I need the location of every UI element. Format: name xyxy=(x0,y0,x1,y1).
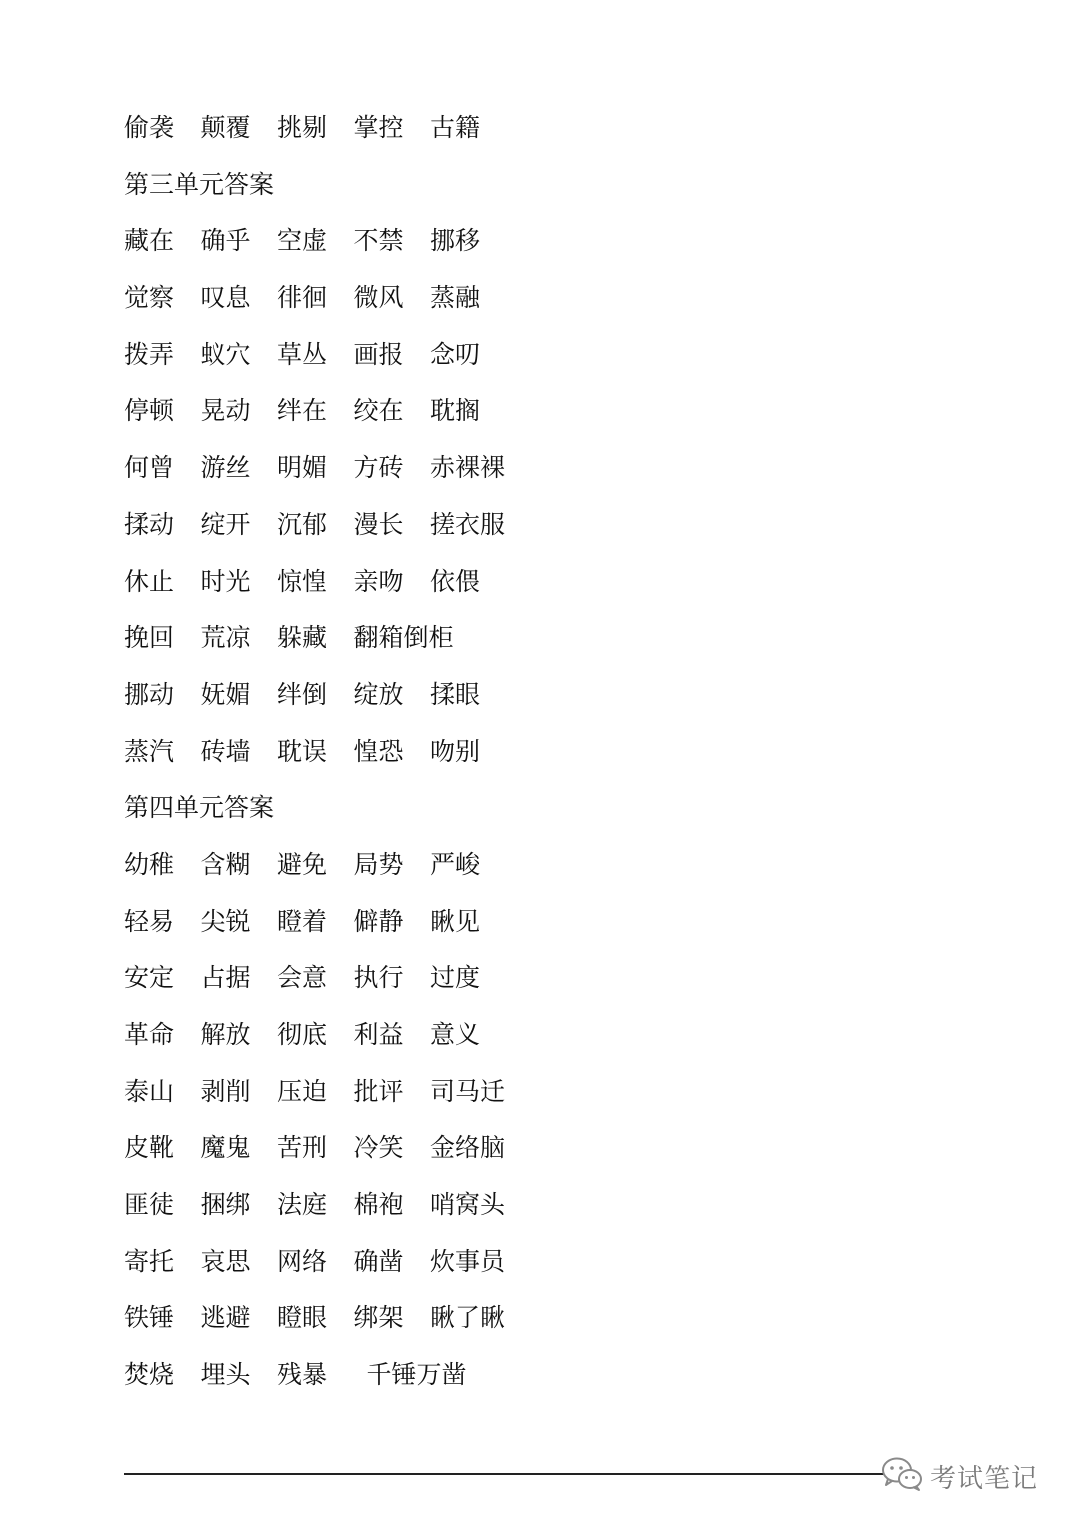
vocab-word: 漫长 xyxy=(353,509,404,539)
word-row xyxy=(124,1347,944,1404)
vocab-word: 砖墙 xyxy=(200,736,251,766)
vocab-word: 耽误 xyxy=(277,736,328,766)
vocab-word: 躲藏 xyxy=(277,623,328,653)
vocab-word: 哨窝头 xyxy=(430,1190,506,1220)
vocab-word: 搓衣服 xyxy=(430,509,506,539)
vocab-word: 解放 xyxy=(200,1020,251,1049)
vocab-word: 荒凉 xyxy=(200,623,251,653)
vocab-word: 批评 xyxy=(353,1076,404,1106)
vocab-word: 过度 xyxy=(430,963,481,993)
vocab-word: 妩媚 xyxy=(200,679,251,709)
vocab-word: 瞪着 xyxy=(277,906,328,936)
vocab-word: 微风 xyxy=(353,283,404,313)
vocab-word: 占据 xyxy=(200,963,251,993)
vocab-word: 轻易 xyxy=(124,906,175,936)
vocab-word: 何曾 xyxy=(124,453,175,483)
word-row xyxy=(124,440,944,497)
vocab-word: 局势 xyxy=(353,849,404,879)
vocab-word: 瞅见 xyxy=(430,906,481,936)
vocab-word: 休止 xyxy=(124,566,175,596)
vocab-word: 古籍 xyxy=(430,113,481,142)
vocab-word: 绽开 xyxy=(200,509,251,539)
section-heading-text: 第四单元答案 xyxy=(124,793,275,823)
vocab-word: 方砖 xyxy=(353,453,404,483)
vocab-word: 偷袭 xyxy=(124,113,175,142)
vocab-word: 严峻 xyxy=(430,849,481,879)
vocab-word: 停顿 xyxy=(124,396,175,426)
vocab-word: 捆绑 xyxy=(200,1190,251,1220)
vocab-word: 哀思 xyxy=(200,1246,251,1276)
vocab-word: 绽放 xyxy=(353,679,404,709)
vocab-word: 绑架 xyxy=(353,1303,404,1333)
vocab-word: 草丛 xyxy=(277,339,328,369)
vocab-word: 瞪眼 xyxy=(277,1303,328,1333)
vocab-word: 会意 xyxy=(277,963,328,993)
word-row xyxy=(124,270,944,327)
vocab-word: 泰山 xyxy=(124,1076,175,1106)
footer-divider xyxy=(124,1473,884,1475)
vocab-word: 惶恐 xyxy=(353,736,404,766)
vocab-word: 金络脑 xyxy=(430,1133,506,1163)
vocab-word: 拨弄 xyxy=(124,339,175,369)
vocab-word: 匪徒 xyxy=(124,1190,175,1220)
vocab-word: 千锤万凿 xyxy=(366,1360,467,1390)
vocab-word: 翻箱倒柜 xyxy=(353,623,454,653)
vocab-word: 绊在 xyxy=(277,396,328,426)
wechat-icon xyxy=(880,1456,924,1496)
vocab-word: 法庭 xyxy=(277,1190,328,1220)
vocab-word: 尖锐 xyxy=(200,906,251,936)
vocab-word: 挽回 xyxy=(124,623,175,653)
vocab-word: 瞅了瞅 xyxy=(430,1303,506,1333)
vocab-word: 蚁穴 xyxy=(200,339,251,369)
vocab-word: 吻别 xyxy=(430,736,481,766)
vocab-word: 揉眼 xyxy=(430,679,481,709)
answer-list xyxy=(124,100,944,1404)
vocab-word: 苦刑 xyxy=(277,1133,328,1163)
vocab-word: 绞在 xyxy=(353,396,404,426)
vocab-word: 画报 xyxy=(353,339,404,369)
word-row xyxy=(124,100,944,157)
vocab-word: 揉动 xyxy=(124,509,175,539)
vocab-word: 觉察 xyxy=(124,283,175,313)
vocab-word: 藏在 xyxy=(124,226,175,256)
vocab-word: 剥削 xyxy=(200,1076,251,1106)
word-row xyxy=(124,1234,944,1291)
watermark-brand xyxy=(880,1455,1038,1497)
section-heading-text: 第三单元答案 xyxy=(124,169,275,199)
vocab-word: 游丝 xyxy=(200,453,251,483)
word-row xyxy=(124,554,944,611)
vocab-word: 确乎 xyxy=(200,226,251,256)
vocab-word: 僻静 xyxy=(353,906,404,936)
vocab-word: 晃动 xyxy=(200,396,251,426)
vocab-word: 安定 xyxy=(124,963,175,993)
word-row xyxy=(124,894,944,951)
word-row xyxy=(124,497,944,554)
vocab-word: 埋头 xyxy=(200,1360,251,1390)
word-row xyxy=(124,837,944,894)
word-row xyxy=(124,1007,944,1064)
vocab-word: 挪移 xyxy=(430,226,481,256)
brand-name: 考试笔记 xyxy=(930,1463,1039,1494)
word-row xyxy=(124,383,944,440)
vocab-word: 残暴 xyxy=(277,1360,328,1390)
word-row xyxy=(124,1064,944,1121)
vocab-word: 意义 xyxy=(430,1020,481,1049)
vocab-word: 赤裸裸 xyxy=(430,453,506,483)
word-row xyxy=(124,610,944,667)
vocab-word: 冷笑 xyxy=(353,1133,404,1163)
vocab-word: 寄托 xyxy=(124,1246,175,1276)
word-row xyxy=(124,327,944,384)
vocab-word: 焚烧 xyxy=(124,1360,175,1390)
vocab-word: 执行 xyxy=(353,963,404,993)
vocab-word: 含糊 xyxy=(200,849,251,879)
vocab-word: 空虚 xyxy=(277,226,328,256)
vocab-word: 彻底 xyxy=(277,1020,328,1049)
vocab-word: 惊惶 xyxy=(277,566,328,596)
word-row xyxy=(124,724,944,781)
word-row xyxy=(124,1177,944,1234)
word-row xyxy=(124,1120,944,1177)
vocab-word: 徘徊 xyxy=(277,283,328,313)
word-row xyxy=(124,213,944,270)
vocab-word: 逃避 xyxy=(200,1303,251,1333)
vocab-word: 依偎 xyxy=(430,566,481,596)
vocab-word: 革命 xyxy=(124,1020,175,1049)
vocab-word: 挑剔 xyxy=(277,113,328,142)
vocab-word: 蒸汽 xyxy=(124,736,175,766)
vocab-word: 铁锤 xyxy=(124,1303,175,1333)
vocab-word: 沉郁 xyxy=(277,509,328,539)
vocab-word: 利益 xyxy=(353,1020,404,1049)
vocab-word: 耽搁 xyxy=(430,396,481,426)
vocab-word: 掌控 xyxy=(353,113,404,142)
vocab-word: 挪动 xyxy=(124,679,175,709)
word-row xyxy=(124,950,944,1007)
vocab-word: 棉袍 xyxy=(353,1190,404,1220)
vocab-word: 幼稚 xyxy=(124,849,175,879)
vocab-word: 炊事员 xyxy=(430,1246,506,1276)
vocab-word: 绊倒 xyxy=(277,679,328,709)
vocab-word: 压迫 xyxy=(277,1076,328,1106)
vocab-word: 时光 xyxy=(200,566,251,596)
vocab-word: 网络 xyxy=(277,1246,328,1276)
vocab-word: 不禁 xyxy=(353,226,404,256)
word-row xyxy=(124,1290,944,1347)
section-heading xyxy=(124,780,944,837)
vocab-word: 颠覆 xyxy=(200,113,251,142)
vocab-word: 皮靴 xyxy=(124,1133,175,1163)
vocab-word: 魔鬼 xyxy=(200,1133,251,1163)
vocab-word: 叹息 xyxy=(200,283,251,313)
vocab-word: 蒸融 xyxy=(430,283,481,313)
section-heading xyxy=(124,157,944,214)
vocab-word: 明媚 xyxy=(277,453,328,483)
vocab-word: 司马迁 xyxy=(430,1076,506,1106)
vocab-word: 避免 xyxy=(277,849,328,879)
vocab-word: 确凿 xyxy=(353,1246,404,1276)
vocab-word: 念叨 xyxy=(430,339,481,369)
vocab-word: 亲吻 xyxy=(353,566,404,596)
word-row xyxy=(124,667,944,724)
